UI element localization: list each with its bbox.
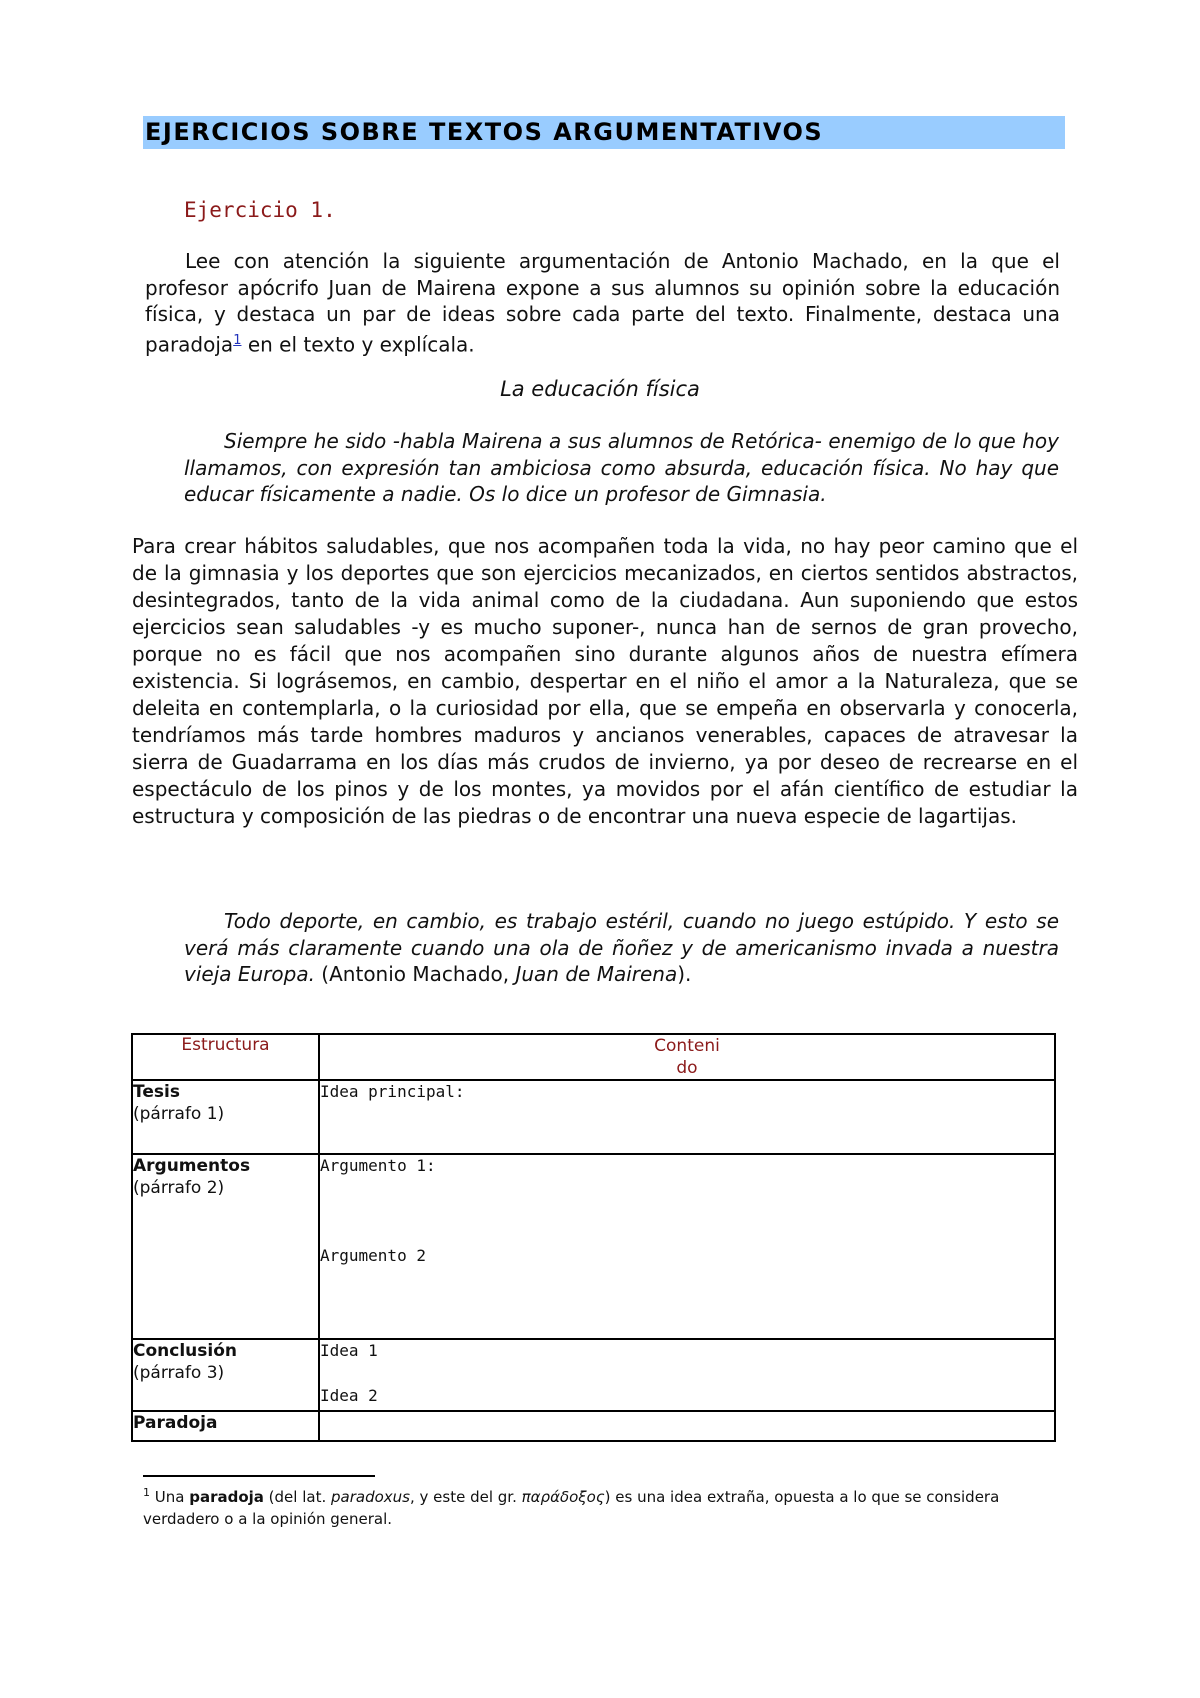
content-prompt: Idea 1	[320, 1341, 378, 1360]
row-label-cell	[132, 1411, 319, 1441]
instructions-text: Lee con atención la siguiente argumentación de Antonio Machado, en la que el profesor apócrifo Juan de Mairena expone a sus alumnos su opinión sobre la educación física, y destaca un par de ideas sobre cada parte del texto. Finalmente, destaca una paradoja	[145, 249, 1060, 357]
citation-work: Juan de Mairena	[515, 962, 678, 986]
row-content-cell[interactable]	[319, 1154, 1055, 1339]
footnote-separator	[143, 1475, 375, 1477]
essay-conclusion-text: Todo deporte, en cambio, es trabajo estéril, cuando no juego estúpido. Y esto se verá más claramente cuando una ola de ñoñez y de americanismo invada a nuestra vieja Europa.	[184, 909, 1059, 986]
footnote-text: Una	[150, 1488, 190, 1506]
footnote-link[interactable]: 1	[233, 332, 242, 348]
table-row-tesis	[132, 1080, 1055, 1154]
content-prompt: Idea principal:	[320, 1082, 465, 1101]
footnote-number: 1	[143, 1486, 150, 1499]
row-label: Conclusión	[133, 1341, 237, 1361]
footnote-greek: παράδοξος	[521, 1488, 605, 1506]
essay-title: La educación física	[500, 377, 700, 401]
page-title: EJERCICIOS SOBRE TEXTOS ARGUMENTATIVOS	[145, 118, 824, 146]
essay-paragraph-1: Siempre he sido -habla Mairena a sus alumnos de Retórica- enemigo de lo que hoy llamamos, con expresión tan ambiciosa como absurda, educación física. No hay que educar físicamente a nadie. Os lo dice un profesor de Gimnasia.	[184, 429, 1059, 506]
footnote-text: ) es una idea extraña, opuesta a lo que se considera verdadero o a la opinión general.	[143, 1488, 1000, 1528]
structure-table	[131, 1033, 1056, 1442]
exercise-heading: Ejercicio 1.	[184, 198, 336, 222]
row-sublabel: (párrafo 1)	[133, 1104, 225, 1124]
citation-close: ).	[677, 962, 692, 986]
footnote-latin: paradoxus	[331, 1488, 410, 1506]
footnote	[143, 1482, 1043, 1530]
content-prompt: Argumento 2	[320, 1246, 426, 1265]
footnote-text: (del lat.	[263, 1488, 331, 1506]
content-prompt: Argumento 1:	[320, 1156, 436, 1175]
row-label: Tesis	[133, 1082, 180, 1102]
citation-open: (Antonio Machado,	[314, 962, 516, 986]
row-content-cell[interactable]	[319, 1411, 1055, 1441]
footnote-text: , y este del gr.	[409, 1488, 522, 1506]
table-row-argumentos	[132, 1154, 1055, 1339]
instructions-text-end: en el texto y explícala.	[241, 332, 475, 357]
row-label-cell	[132, 1339, 319, 1411]
title-banner	[143, 116, 1065, 149]
exercise-instructions	[145, 248, 1060, 358]
header-structure: Estructura	[132, 1034, 319, 1080]
row-content-cell[interactable]	[319, 1339, 1055, 1411]
table-row-paradoja	[132, 1411, 1055, 1441]
row-sublabel: (párrafo 3)	[133, 1363, 225, 1383]
table-row-conclusion	[132, 1339, 1055, 1411]
table-header-row	[132, 1034, 1055, 1080]
footnote-term: paradoja	[189, 1488, 264, 1506]
row-label-cell	[132, 1080, 319, 1154]
row-label-cell	[132, 1154, 319, 1339]
row-sublabel: (párrafo 2)	[133, 1178, 225, 1198]
header-content	[319, 1034, 1055, 1080]
row-label: Argumentos	[133, 1156, 251, 1176]
essay-paragraph-3	[184, 908, 1059, 988]
header-content-line1: Conteni	[654, 1036, 720, 1056]
row-label: Paradoja	[133, 1413, 218, 1433]
essay-paragraph-2: Para crear hábitos saludables, que nos acompañen toda la vida, no hay peor camino que el de la gimnasia y los deportes que son ejercicios mecanizados, en ciertos sentidos abstractos, desintegrados, tanto de la vida animal como de la ciudadana. Aun suponiendo que estos ejercicios sean saludables -y es mucho suponer-, nunca han de sernos de gran provecho, porque no es fácil que nos acompañen sino durante algunos años de nuestra efímera existencia. Si lográsemos, en cambio, despertar en el niño el amor a la Naturaleza, que se deleita en contemplarla, o la curiosidad por ella, que se empeña en observarla y conocerla, tendríamos más tarde hombres maduros y ancianos venerables, capaces de atravesar la sierra de Guadarrama en los días más crudos de invierno, ya por deseo de recrearse en el espectáculo de los pinos y de los montes, ya movidos por el afán científico de estudiar la estructura y composición de las piedras o de encontrar una nueva especie de lagartijas.	[132, 534, 1078, 828]
header-content-line2: do	[676, 1058, 698, 1078]
row-content-cell[interactable]	[319, 1080, 1055, 1154]
content-prompt: Idea 2	[320, 1386, 378, 1405]
